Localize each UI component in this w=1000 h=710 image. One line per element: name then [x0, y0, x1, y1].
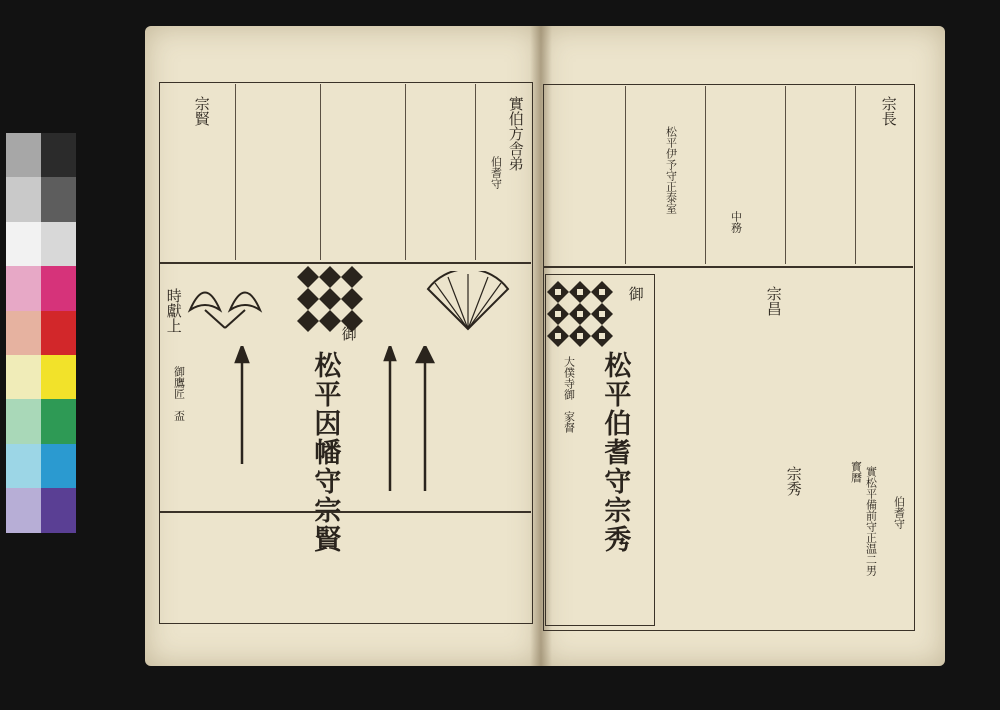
- right-top-divider: [543, 266, 913, 268]
- heading-prefix-right: 御: [626, 286, 645, 301]
- spear-illustration: [375, 346, 445, 496]
- color-swatch: [41, 177, 76, 221]
- column-rule: [785, 86, 786, 264]
- color-swatch: [41, 355, 76, 399]
- color-swatch: [41, 444, 76, 488]
- annotation: 實松平備前守正温二男: [864, 466, 878, 576]
- column-rule: [475, 84, 476, 260]
- color-swatch: [6, 399, 41, 443]
- spear-illustration: [217, 346, 267, 466]
- column-rule: [235, 84, 236, 260]
- annotation: 御鷹匠 盃: [172, 366, 186, 421]
- color-swatch: [41, 399, 76, 443]
- color-swatch: [6, 444, 41, 488]
- column-rule: [705, 86, 706, 264]
- annotation: 寳曆: [849, 461, 863, 483]
- color-swatch: [6, 133, 41, 177]
- official-text: 大僕寺御 家督: [562, 356, 576, 433]
- color-swatch: [6, 311, 41, 355]
- color-swatch: [41, 133, 76, 177]
- color-swatch: [41, 488, 76, 532]
- annotation: 宗賢: [192, 96, 211, 126]
- name-line-1: 宗長: [879, 96, 898, 126]
- diamond-crest-icon: [547, 281, 613, 347]
- annotation: 實伯方舎弟: [506, 96, 525, 171]
- color-swatch: [6, 222, 41, 266]
- column-rule: [855, 86, 856, 264]
- color-swatch: [6, 488, 41, 532]
- main-heading-right: 松平伯耆守宗秀: [599, 351, 631, 554]
- column-rule: [405, 84, 406, 260]
- color-swatch: [6, 266, 41, 310]
- left-top-divider: [159, 262, 531, 264]
- annotation: 中務: [729, 211, 743, 233]
- diamond-crest-icon: [297, 266, 363, 332]
- annotation: 伯耆守: [892, 496, 906, 529]
- annotation: 伯耆守: [489, 156, 503, 189]
- paulownia-crest-icon: [185, 270, 265, 330]
- color-swatch: [41, 266, 76, 310]
- main-heading-left: 松平因幡守宗賢: [309, 351, 341, 554]
- color-swatch: [41, 311, 76, 355]
- name-line-2: 宗昌: [764, 286, 783, 316]
- column-rule: [625, 86, 626, 264]
- name-line-3: 宗秀: [784, 466, 803, 496]
- left-page-frame: [159, 82, 533, 624]
- color-swatch: [6, 177, 41, 221]
- left-bottom-divider: [159, 511, 531, 513]
- column-rule: [320, 84, 321, 260]
- color-swatch: [41, 222, 76, 266]
- color-calibration-card: [6, 133, 76, 533]
- fan-crest-icon: [423, 271, 513, 331]
- annotation: 松平伊予守正泰室: [664, 126, 678, 214]
- heading-prefix-left: 御: [339, 326, 358, 341]
- open-book: [145, 26, 945, 676]
- annotation: 時獻上: [164, 288, 183, 333]
- color-swatch: [6, 355, 41, 399]
